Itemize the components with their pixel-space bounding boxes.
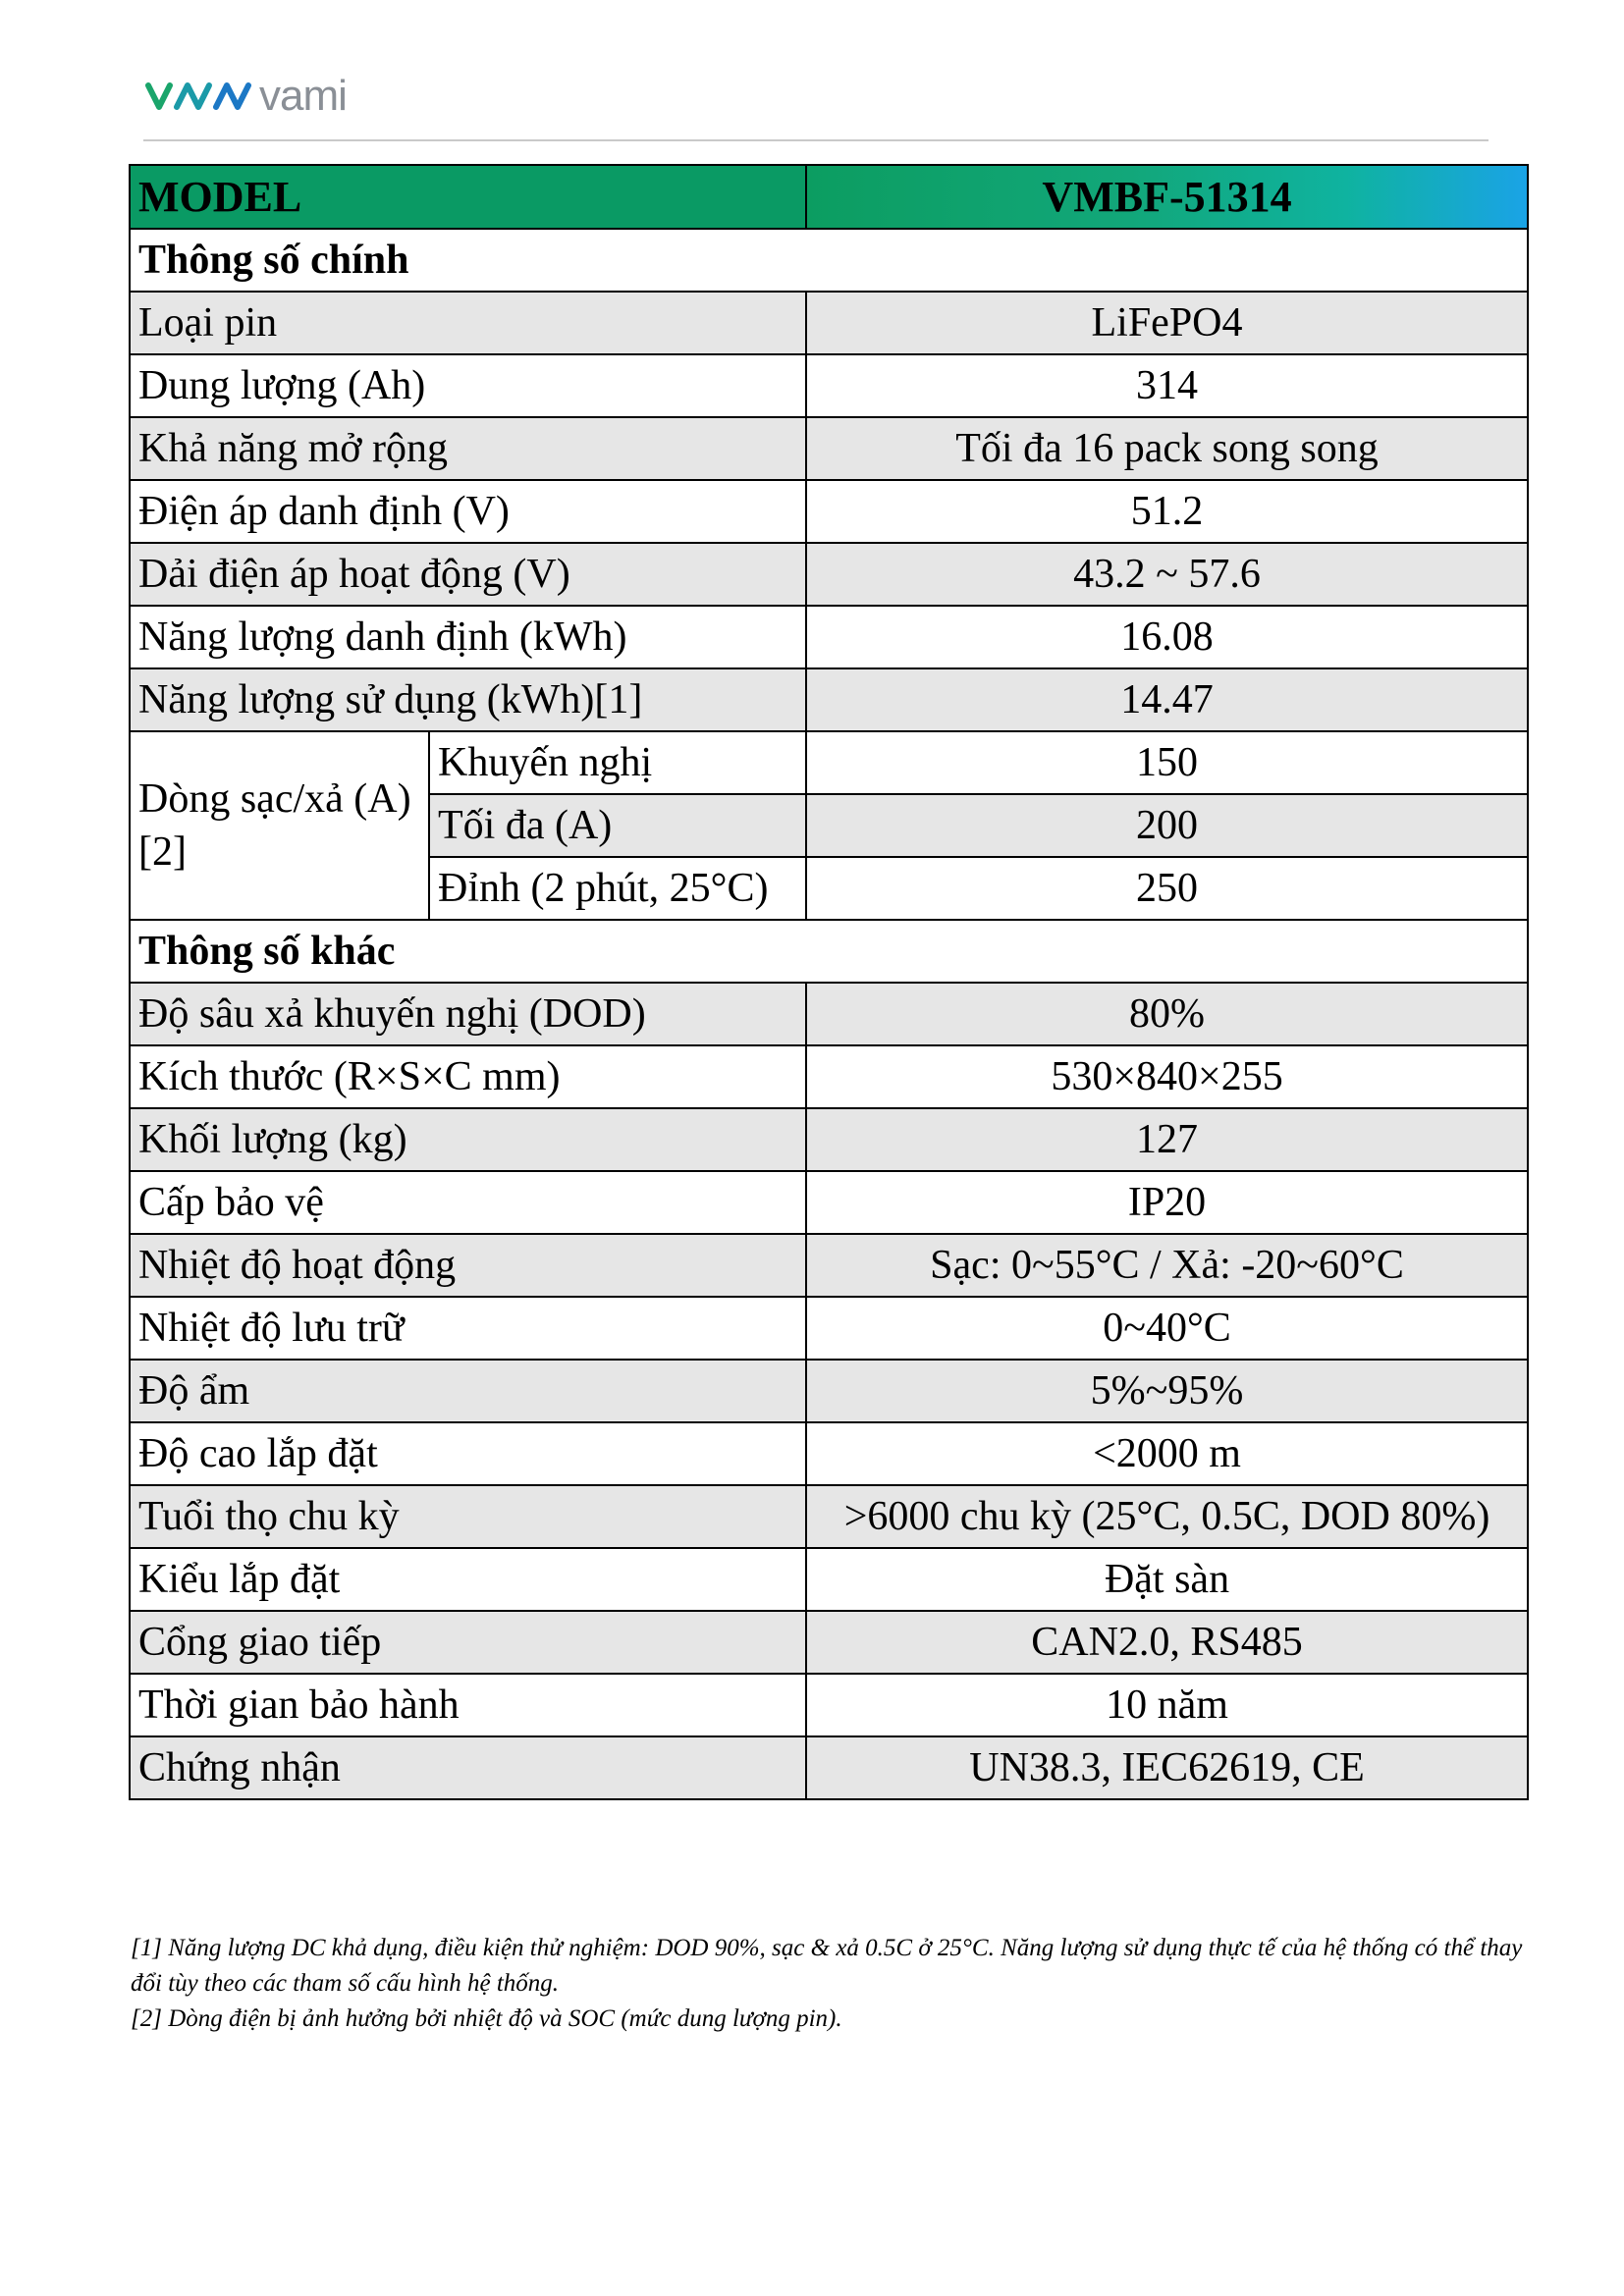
row-label: Nhiệt độ lưu trữ (130, 1297, 806, 1360)
row-value: 200 (806, 794, 1528, 857)
row-label: Cấp bảo vệ (130, 1171, 806, 1234)
row-label: Loại pin (130, 292, 806, 354)
row-label: Độ ẩm (130, 1360, 806, 1422)
vami-logo-icon (145, 80, 251, 113)
section-title-main: Thông số chính (130, 229, 1528, 292)
table-row (130, 1297, 1528, 1360)
row-label: Cổng giao tiếp (130, 1611, 806, 1674)
table-row (130, 1108, 1528, 1171)
row-label: Nhiệt độ hoạt động (130, 1234, 806, 1297)
table-row (130, 731, 1528, 794)
row-value: 530×840×255 (806, 1045, 1528, 1108)
footnote-1: [1] Năng lượng DC khả dụng, điều kiện thử nghiệm: DOD 90%, sạc & xả 0.5C ở 25°C. Năng lượng sử dụng thực tế của hệ thống có thể thay đổi tùy theo các tham số cấu hình hệ thống. (131, 1935, 1523, 1997)
row-value: 10 năm (806, 1674, 1528, 1736)
section-title-other: Thông số khác (130, 920, 1528, 983)
row-label: Chứng nhận (130, 1736, 806, 1799)
table-row (130, 1736, 1528, 1799)
row-value: 314 (806, 354, 1528, 417)
row-label: Tuổi thọ chu kỳ (130, 1485, 806, 1548)
table-row (130, 983, 1528, 1045)
header-model-value: VMBF-51314 (806, 165, 1528, 229)
row-label: Điện áp danh định (V) (130, 480, 806, 543)
row-value: <2000 m (806, 1422, 1528, 1485)
brand-logo (145, 72, 347, 120)
row-value: 127 (806, 1108, 1528, 1171)
table-row (130, 417, 1528, 480)
row-value: 150 (806, 731, 1528, 794)
table-row (130, 606, 1528, 668)
row-value: >6000 chu kỳ (25°C, 0.5C, DOD 80%) (806, 1485, 1528, 1548)
row-label: Khối lượng (kg) (130, 1108, 806, 1171)
row-value: UN38.3, IEC62619, CE (806, 1736, 1528, 1799)
row-label: Dung lượng (Ah) (130, 354, 806, 417)
row-label: Thời gian bảo hành (130, 1674, 806, 1736)
table-row (130, 668, 1528, 731)
row-value: 16.08 (806, 606, 1528, 668)
table-row (130, 1485, 1528, 1548)
row-sublabel: Tối đa (A) (429, 794, 806, 857)
row-value: 5%~95% (806, 1360, 1528, 1422)
row-value: Tối đa 16 pack song song (806, 417, 1528, 480)
row-label: Kích thước (R×S×C mm) (130, 1045, 806, 1108)
logo-wordmark: vami (259, 72, 347, 120)
current-group-label (130, 731, 429, 920)
section-row (130, 920, 1528, 983)
row-label: Dải điện áp hoạt động (V) (130, 543, 806, 606)
table-row (130, 1548, 1528, 1611)
row-value: Đặt sàn (806, 1548, 1528, 1611)
row-label: Năng lượng sử dụng (kWh)[1] (130, 668, 806, 731)
table-row (130, 1360, 1528, 1422)
row-label: Độ cao lắp đặt (130, 1422, 806, 1485)
row-value: CAN2.0, RS485 (806, 1611, 1528, 1674)
row-sublabel: Khuyến nghị (429, 731, 806, 794)
table-row (130, 1045, 1528, 1108)
current-group-label-line2: [2] (138, 829, 187, 875)
table-row (130, 543, 1528, 606)
header-model-label: MODEL (130, 165, 806, 229)
spec-table (129, 164, 1529, 1800)
row-value: Sạc: 0~55°C / Xả: -20~60°C (806, 1234, 1528, 1297)
table-header-row (130, 165, 1528, 229)
table-row (130, 1171, 1528, 1234)
row-value: 80% (806, 983, 1528, 1045)
row-value: 250 (806, 857, 1528, 920)
row-value: 14.47 (806, 668, 1528, 731)
row-value: LiFePO4 (806, 292, 1528, 354)
row-value: IP20 (806, 1171, 1528, 1234)
table-row (130, 1234, 1528, 1297)
row-sublabel: Đỉnh (2 phút, 25°C) (429, 857, 806, 920)
row-value: 43.2 ~ 57.6 (806, 543, 1528, 606)
row-value: 0~40°C (806, 1297, 1528, 1360)
table-row (130, 1422, 1528, 1485)
section-row (130, 229, 1528, 292)
row-value: 51.2 (806, 480, 1528, 543)
footnotes (131, 1931, 1535, 2037)
table-row (130, 292, 1528, 354)
row-label: Độ sâu xả khuyến nghị (DOD) (130, 983, 806, 1045)
footnote-2: [2] Dòng điện bị ảnh hưởng bởi nhiệt độ và SOC (mức dung lượng pin). (131, 2005, 842, 2032)
table-row (130, 480, 1528, 543)
row-label: Kiểu lắp đặt (130, 1548, 806, 1611)
table-row (130, 1674, 1528, 1736)
table-row (130, 354, 1528, 417)
row-label: Năng lượng danh định (kWh) (130, 606, 806, 668)
current-group-label-line1: Dòng sạc/xả (A) (138, 776, 411, 822)
row-label: Khả năng mở rộng (130, 417, 806, 480)
header-divider (143, 139, 1489, 141)
table-row (130, 1611, 1528, 1674)
